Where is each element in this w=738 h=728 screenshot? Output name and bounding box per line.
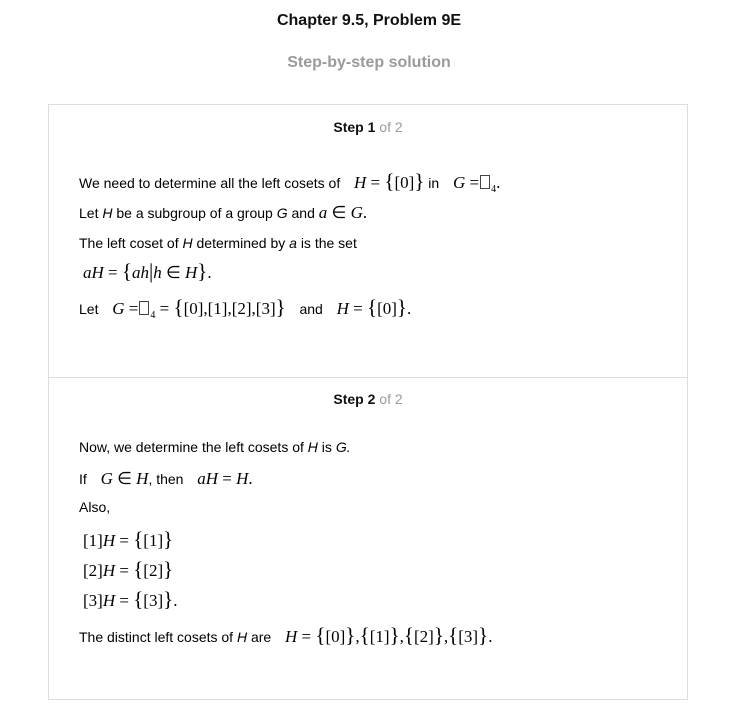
page-subtitle: Step-by-step solution	[287, 54, 451, 71]
math-g-in-h: G ∈ H	[100, 469, 149, 488]
step-1-line-5: Let G = $_4$ = {[0],[1],[2],[3]} and H = {[0]}.	[79, 295, 412, 321]
math-a-in-g: a ∈ G.	[318, 203, 368, 222]
math-distinct-cosets: H = {[0]},{[1]},{[2]},{[3]}.	[285, 623, 493, 647]
step-2-line-2: If G ∈ H, then aH = H.	[79, 469, 253, 488]
step-2-coset-2: [2]H = {[2]}	[83, 557, 174, 581]
step-2-of: of 2	[379, 391, 403, 407]
math-h-def: H = {[0]}	[354, 169, 425, 193]
step-1-line-3: The left coset of H determined by a is the set	[79, 235, 357, 251]
step-1-line-4	[83, 259, 212, 284]
step-2-number: 2	[367, 391, 376, 407]
step-2-header	[49, 391, 687, 407]
math-ah-eq-h: aH = H.	[197, 469, 253, 488]
step-2-line-1: Now, we determine the left cosets of H is G.	[79, 439, 351, 455]
step-1-line-1	[79, 169, 500, 195]
step-2	[49, 377, 687, 699]
step-1	[49, 105, 687, 378]
step-2-line-3: Also,	[79, 499, 111, 515]
missing-glyph-icon	[480, 175, 490, 189]
step-1-number: 1	[367, 119, 376, 135]
step-2-line-7: The distinct left cosets of H are H = {[0]},{[1]},{[2]},{[3]}.	[79, 623, 493, 647]
step-2-coset-1: [1]H = {[1]}	[83, 527, 174, 551]
math-g-def: G = $_4$.	[452, 173, 501, 195]
step-1-label: Step	[333, 119, 364, 135]
page-title: Chapter 9.5, Problem 9E	[276, 12, 462, 29]
step-1-of: of 2	[379, 119, 403, 135]
text: in	[428, 175, 440, 191]
text: We need to determine all the left cosets of	[79, 175, 341, 191]
math-h-set: H = {[0]}.	[336, 295, 412, 319]
step-1-line-2: Let H be a subgroup of a group G and a ∈ G.	[79, 203, 368, 222]
math-coset-def: aH = {ah|h ∈ H}.	[83, 259, 212, 283]
step-1-header	[49, 119, 687, 135]
math-g-set: G = $_4$ = {[0],[1],[2],[3]}	[112, 295, 286, 321]
steps-card	[48, 104, 688, 700]
step-2-label: Step	[333, 391, 364, 407]
missing-glyph-icon	[139, 301, 149, 315]
step-2-coset-3: [3]H = {[3]}.	[83, 587, 178, 611]
